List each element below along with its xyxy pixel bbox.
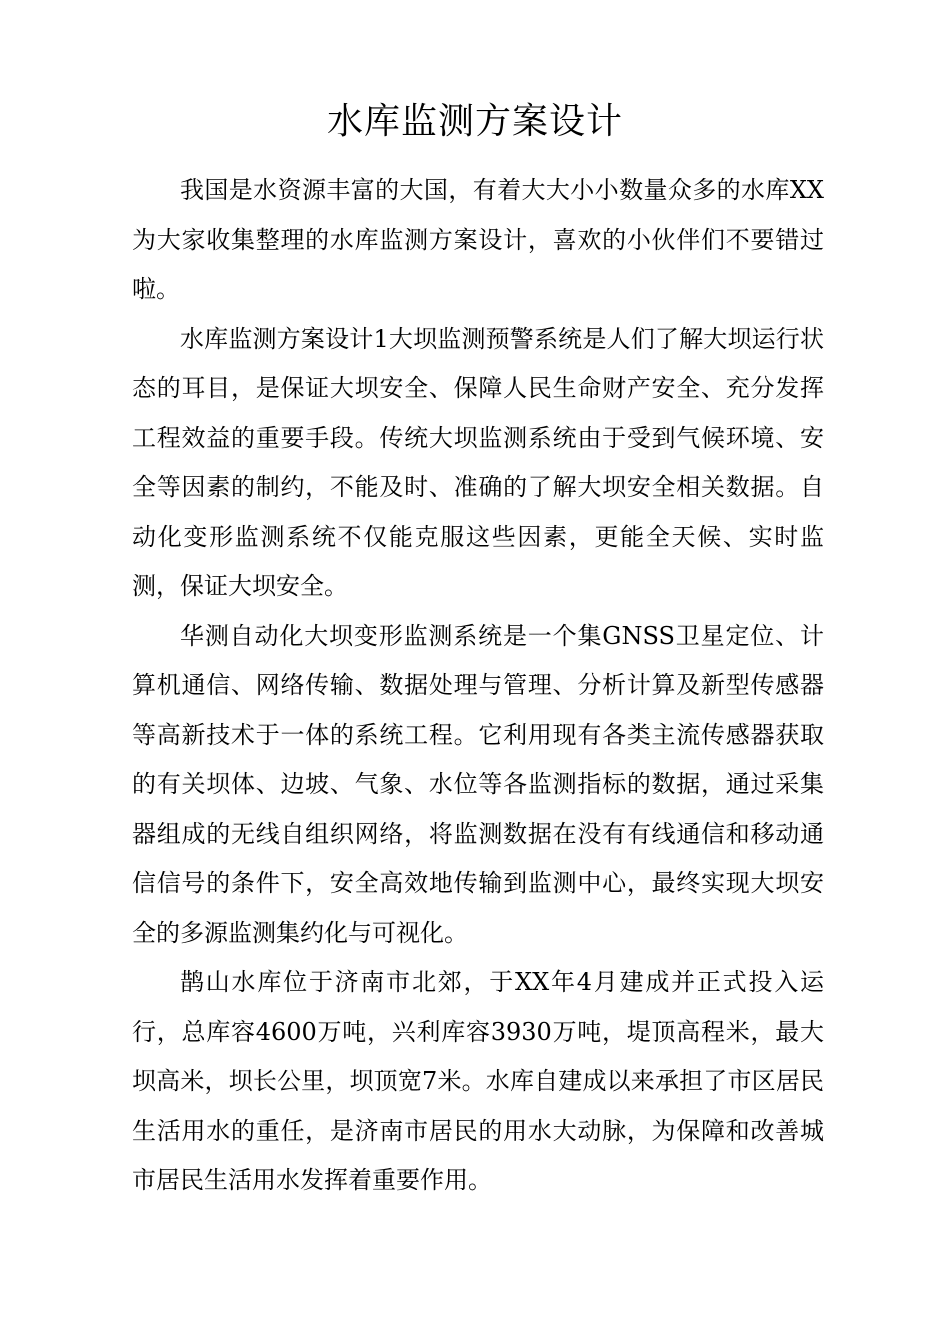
paragraph-dam-monitoring: 水库监测方案设计1大坝监测预警系统是人们了解大坝运行状态的耳目，是保证大坝安全、保障人民生命财产安全、充分发挥工程效益的重要手段。传统大坝监测系统由于受到气候环境、安全等因素的制约，不能及时、准确的了解大坝安全相关数据。自动化变形监测系统不仅能克服这些因素，更能全天候、实时监测，保证大坝安全。 <box>132 324 824 600</box>
paragraph-queshan-reservoir: 鹊山水库位于济南市北郊，于XX年4月建成并正式投入运行，总库容4600万吨，兴利库容3930万吨，堤顶高程米，最大坝高米，坝长公里，坝顶宽7米。水库自建成以来承担了市区居民生活用水的重任，是济南市居民的用水大动脉，为保障和改善城市居民生活用水发挥着重要作用。 <box>132 968 824 1194</box>
paragraph-intro: 我国是水资源丰富的大国，有着大大小小数量众多的水库XX为大家收集整理的水库监测方案设计，喜欢的小伙伴们不要错过啦。 <box>132 176 824 303</box>
document-title: 水库监测方案设计 <box>326 101 623 142</box>
paragraph-huace-system: 华测自动化大坝变形监测系统是一个集GNSS卫星定位、计算机通信、网络传输、数据处理与管理、分析计算及新型传感器等高新技术于一体的系统工程。它利用现有各类主流传感器获取的有关坝体、边坡、气象、水位等各监测指标的数据，通过采集器组成的无线自组织网络，将监测数据在没有有线通信和移动通信信号的条件下，安全高效地传输到监测中心，最终实现大坝安全的多源监测集约化与可视化。 <box>132 621 824 947</box>
document-body <box>132 166 824 1206</box>
